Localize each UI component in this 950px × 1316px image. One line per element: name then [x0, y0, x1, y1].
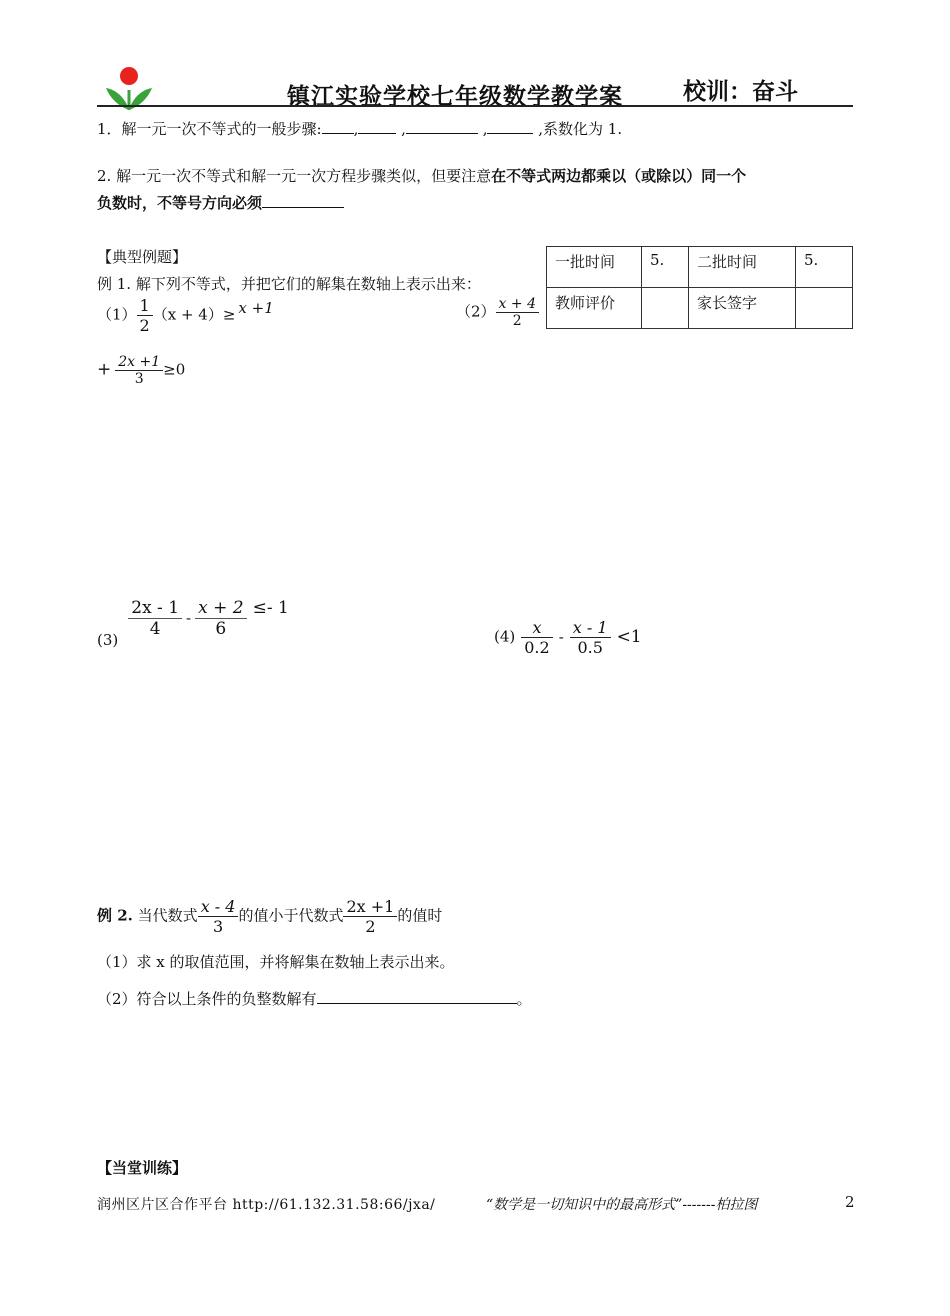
header-rule	[97, 105, 853, 107]
problem-4: (4) $\frac{x}{0.2}$ - $\frac{x - 1}{0.5}$ <1	[494, 618, 642, 657]
example-1-text: 例 1. 解下列不等式，并把它们的解集在数轴上表示出来：	[97, 275, 481, 293]
second-batch-time-value[interactable]: 5.	[796, 247, 853, 288]
footer-platform: 润州区片区合作平台 http://61.132.31.58:66/jxa/	[97, 1197, 436, 1213]
footer-quote: “数学是一切知识中的最高形式”-------柏拉图	[486, 1197, 758, 1213]
example-2-sub-1: （1）求 x 的取值范围，并将解集在数轴上表示出来。	[97, 953, 455, 971]
question-2-line-1: 2. 解一元一次不等式和解一元一次方程步骤类似，但要注意在不等式两边都乘以（或除以）同一个	[97, 167, 747, 185]
parent-signature-label: 家长签字	[689, 288, 796, 329]
in-class-practice-heading: 【当堂训练】	[97, 1159, 188, 1177]
teacher-evaluation-label: 教师评价	[547, 288, 642, 329]
blank-step-3[interactable]	[406, 119, 478, 134]
parent-signature-value[interactable]	[796, 288, 853, 329]
blank-step-4[interactable]	[487, 119, 533, 134]
school-motto: 校训：奋斗	[683, 79, 798, 105]
first-batch-time-value[interactable]: 5.	[642, 247, 689, 288]
example-2: 例 2. 当代数式 $\frac{x - 4}{3}$ 的值小于代数式 $\frac{2x +1}{2}$ 的值时	[97, 897, 443, 936]
problem-2-part-b: + $\frac{2x +1}{3}$ ≥0	[97, 354, 186, 387]
blank-step-1[interactable]	[322, 119, 354, 134]
page-title: 镇江实验学校七年级数学教学案	[287, 83, 623, 110]
problem-3: (3) $\frac{2x - 1}{4}$ - $\frac{x + 2}{6}$ ≤- 1	[97, 597, 289, 649]
blank-negative-integer-solutions[interactable]	[317, 989, 517, 1004]
blank-step-2[interactable]	[358, 119, 396, 134]
typical-examples-heading: 【典型例题】	[97, 248, 188, 266]
question-2-line-2: 负数时，不等号方向必须	[97, 192, 344, 213]
teacher-evaluation-value[interactable]	[642, 288, 689, 329]
second-batch-time-label: 二批时间	[689, 247, 796, 288]
problem-2-part-a: （2） $\frac{x + 4}{2}$	[456, 296, 539, 329]
page-number: 2	[845, 1193, 855, 1211]
blank-inequality-direction[interactable]	[262, 193, 344, 208]
question-1: 1．解一元一次不等式的一般步骤: , , , ,系数化为 1.	[97, 120, 623, 138]
example-2-sub-2: （2）符合以上条件的负整数解有 。	[97, 990, 532, 1008]
problem-1: （1） $\frac{1}{2}$ （x + 4）≥ x +1	[97, 296, 274, 335]
first-batch-time-label: 一批时间	[547, 247, 642, 288]
sign-off-table	[546, 246, 853, 329]
